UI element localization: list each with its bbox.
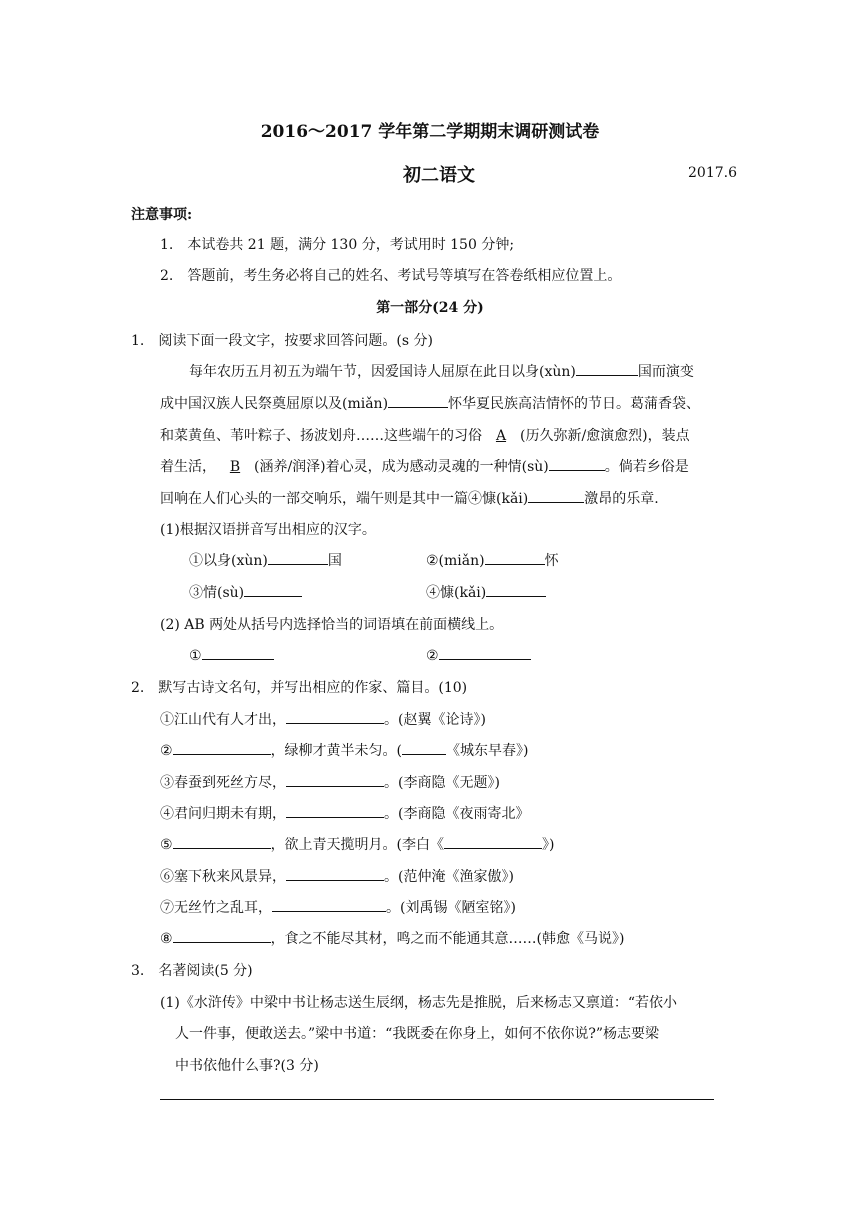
q1-sub2: (2) AB 两处从括号内选择恰当的词语填在前面横线上。	[160, 617, 504, 633]
answer-line[interactable]	[173, 834, 271, 849]
answer-line[interactable]	[402, 740, 446, 755]
q3-text-line: 中书依他什么事?(3 分)	[175, 1058, 319, 1074]
q1-blank-4: ④慷(kǎi)	[426, 582, 546, 602]
q1-passage-line: 每年农历五月初五为端午节，因爱国诗人屈原在此日以身(xùn) 国而演变	[189, 361, 694, 381]
notice-item: 2. 答题前，考生务必将自己的姓名、考试号等填写在答卷纸相应位置上。	[160, 268, 622, 284]
answer-line[interactable]	[286, 772, 384, 787]
q1-passage-line: 成中国汉族人民祭奠屈原以及(miǎn) 怀华夏民族高洁情怀的节日。葛蒲香袋、	[160, 393, 700, 413]
q2-line: ①江山代有人才出， 。(赵翼《论诗》)	[160, 709, 486, 729]
answer-line[interactable]	[439, 645, 531, 660]
exam-date: 2017.6	[688, 165, 737, 181]
answer-line[interactable]	[272, 897, 386, 912]
answer-line[interactable]	[244, 582, 302, 597]
q2-line: ⑥塞下秋来风景异， 。(范仲淹《渔家傲》)	[160, 866, 514, 886]
q3-text-line: 人一件事，便敢送去。”梁中书道：“我既委在你身上，如何不依你说?”杨志要梁	[175, 1026, 659, 1042]
part-heading: 第一部分(24 分)	[376, 300, 484, 316]
blank-a[interactable]: A	[495, 428, 507, 444]
q1-passage-line: 着生活， B (涵养/润泽)着心灵，成为感动灵魂的一种情(sù) 。倘若乡俗是	[160, 456, 689, 476]
answer-line[interactable]	[173, 928, 271, 943]
answer-line[interactable]	[444, 834, 542, 849]
q1-sub1: (1)根据汉语拼音写出相应的汉字。	[160, 522, 376, 538]
q2-line: ⑤ ，欲上青天揽明月。(李白《 》)	[160, 834, 555, 854]
answer-rule[interactable]	[160, 1099, 714, 1100]
q2-line: ⑧ ，食之不能尽其材，鸣之而不能通其意……(韩愈《马说》)	[160, 928, 625, 948]
answer-line[interactable]	[485, 550, 545, 565]
blank-line[interactable]	[528, 488, 584, 503]
exam-subtitle: 初二语文	[403, 165, 475, 186]
question-2-stem: 2. 默写古诗文名句，并写出相应的作家、篇目。(10)	[131, 680, 468, 696]
answer-line[interactable]	[486, 582, 546, 597]
q1-passage-line: 和菜黄鱼、苇叶粽子、扬波划舟……这些端午的习俗 A (历久弥新/愈演愈烈)，装点	[160, 428, 690, 444]
q1-blank-3: ③情(sù)	[189, 582, 302, 602]
q1-blank-2: ②(miǎn) 怀	[426, 550, 559, 570]
question-3-stem: 3. 名著阅读(5 分)	[131, 963, 253, 979]
question-1-stem: 1. 阅读下面一段文字，按要求回答问题。(s 分)	[131, 333, 433, 349]
q1-answer-2: ②	[426, 645, 531, 664]
blank-line[interactable]	[576, 361, 638, 376]
q2-line: ② ，绿柳才黄半未匀。( 《城东早春》)	[160, 740, 529, 760]
q2-line: ③春蚕到死丝方尽， 。(李商隐《无题》)	[160, 772, 500, 792]
notice-item: 1. 本试卷共 21 题，满分 130 分，考试用时 150 分钟;	[160, 237, 515, 253]
blank-line[interactable]	[388, 393, 448, 408]
answer-line[interactable]	[173, 740, 271, 755]
q2-line: ⑦无丝竹之乱耳， 。(刘禹锡《陋室铭》)	[160, 897, 516, 917]
q3-text-line: (1)《水浒传》中梁中书让杨志送生辰纲，杨志先是推脱，后来杨志又禀道：“若依小	[160, 995, 677, 1011]
q1-passage-line: 回响在人们心头的一部交响乐，端午则是其中一篇④慷(kǎi) 激昂的乐章.	[160, 488, 659, 508]
answer-line[interactable]	[202, 645, 274, 660]
exam-title: 2016～2017 学年第二学期期末调研测试卷	[260, 122, 600, 142]
answer-line[interactable]	[286, 709, 384, 724]
answer-line[interactable]	[268, 550, 328, 565]
notice-heading: 注意事项:	[131, 207, 193, 223]
q1-answer-1: ①	[189, 645, 274, 664]
answer-line[interactable]	[286, 866, 384, 881]
q1-blank-1: ①以身(xùn) 国	[189, 550, 342, 570]
blank-b[interactable]: B	[229, 459, 241, 475]
answer-line[interactable]	[286, 803, 384, 818]
q2-line: ④君问归期未有期， 。(李商隐《夜雨寄北》	[160, 803, 529, 823]
blank-line[interactable]	[549, 456, 605, 471]
